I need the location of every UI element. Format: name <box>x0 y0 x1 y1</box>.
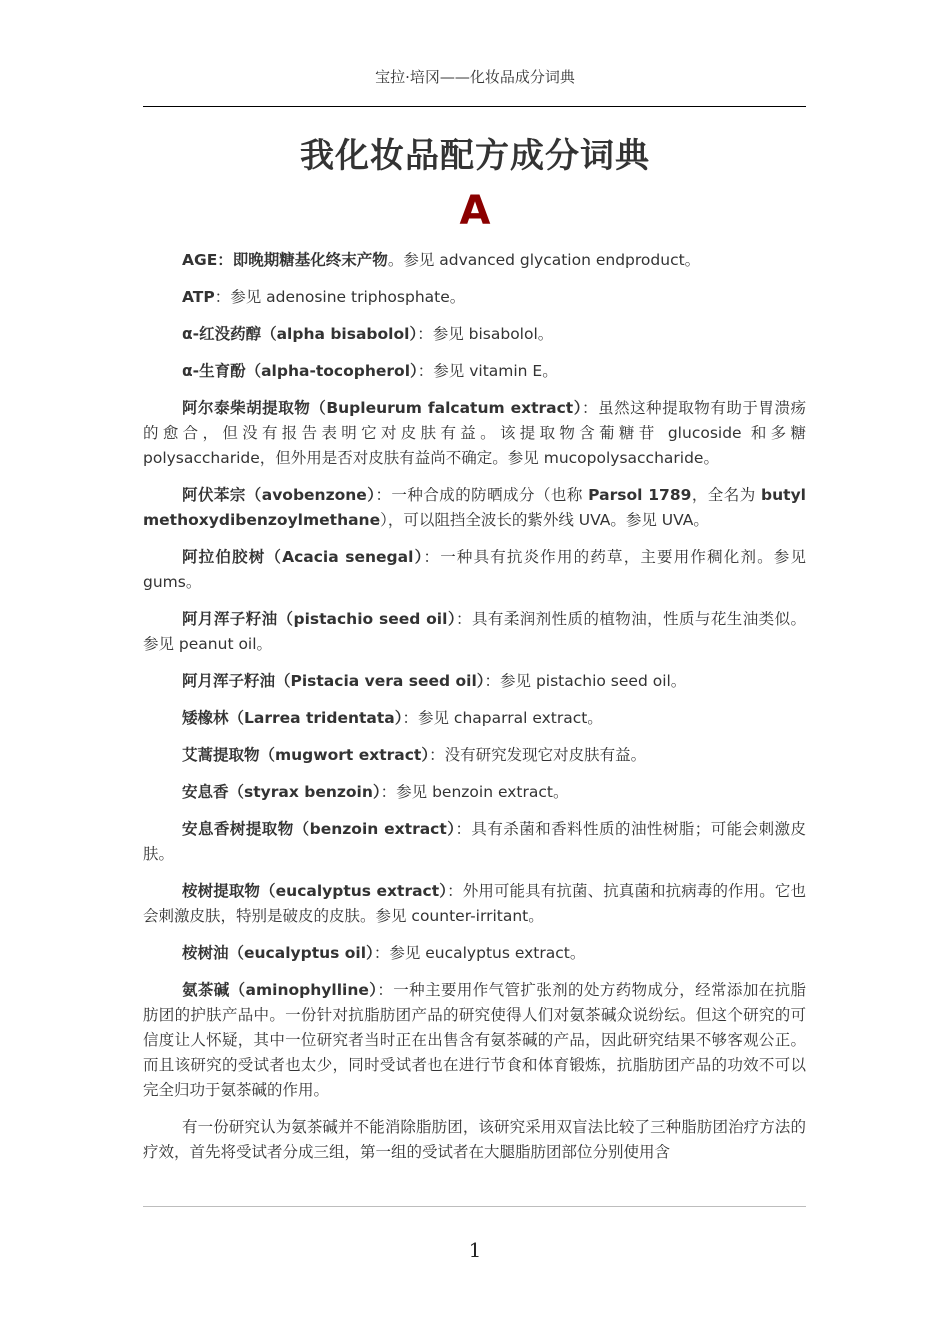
entry-text: ：参见 pistachio seed oil。 <box>484 672 687 690</box>
entry-term: α-生育酚（alpha-tocopherol） <box>182 362 418 380</box>
entry-text: ：没有研究发现它对皮肤有益。 <box>429 746 647 764</box>
entry-term: 桉树提取物（eucalyptus extract） <box>182 882 448 900</box>
entry-text: 有一份研究认为氨茶碱并不能消除脂肪团，该研究采用双盲法比较了三种脂肪团治疗方法的疗效，首先将受试者分成三组，第一组的受试者在大腿脂肪团部位分别使用含 <box>143 1118 806 1161</box>
entry-text: ，全名为 <box>691 486 762 504</box>
entry-acacia-senegal <box>143 545 806 595</box>
entry-aminophylline-continued <box>143 1115 806 1165</box>
entry-benzoin-extract <box>143 817 806 867</box>
entry-eucalyptus-oil <box>143 941 806 966</box>
entry-term: 艾蒿提取物（mugwort extract） <box>182 746 430 764</box>
entry-term: AGE：即晚期糖基化终末产物 <box>182 251 388 269</box>
entry-text: ：虽然这种提取物有助于胃溃疡的愈合，但没有报告表明它对皮肤有益。该提取物含葡糖苷 glucoside 和多糖 polysaccharide，但外用是否对皮肤有益尚不确定。参见 mucopolysaccharide。 <box>143 399 806 467</box>
page-title: 我化妆品配方成分词典 <box>300 136 650 176</box>
entry-term: 阿月浑子籽油（Pistacia vera seed oil） <box>182 672 485 690</box>
entry-age <box>143 248 806 273</box>
entry-aminophylline <box>143 978 806 1103</box>
entry-text: ：一种合成的防晒成分（也称 <box>375 486 589 504</box>
entry-bold-text: butyl methoxydibenzoylmethane <box>143 486 806 529</box>
entry-mugwort <box>143 743 806 768</box>
entry-text: ：一种主要用作气管扩张剂的处方药物成分，经常添加在抗脂肪团的护肤产品中。一份针对抗脂肪团产品的研究使得人们对氨茶碱众说纷纭。但这个研究的可信度让人怀疑，其中一位研究者当时正在出售含有氨茶碱的产品，因此研究结果不够客观公正。而且该研究的受试者也太少，同时受试者也在进行节食和体育锻炼，抗脂肪团产品的功效不可以完全归功于氨茶碱的作用。 <box>143 981 806 1099</box>
entry-text: ：具有柔润剂性质的植物油，性质与花生油类似。参见 peanut oil。 <box>143 610 806 653</box>
entry-text: ：参见 adenosine triphosphate。 <box>214 288 466 306</box>
entry-term: 安息香树提取物（benzoin extract） <box>182 820 456 838</box>
entry-text: 。参见 advanced glycation endproduct。 <box>387 251 701 269</box>
entry-text: ：参见 vitamin E。 <box>417 362 558 380</box>
entry-text: ：外用可能具有抗菌、抗真菌和抗病毒的作用。它也会刺激皮肤，特别是破皮的皮肤。参见 counter-irritant。 <box>143 882 806 925</box>
entry-term: 氨茶碱（aminophylline） <box>182 981 378 999</box>
entry-text: ：参见 benzoin extract。 <box>380 783 569 801</box>
section-letter: A <box>459 188 491 234</box>
entry-styrax-benzoin <box>143 780 806 805</box>
entry-term: 阿尔泰柴胡提取物（Bupleurum falcatum extract） <box>182 399 583 417</box>
entry-pistachio-seed-oil <box>143 607 806 657</box>
entry-text: ：一种具有抗炎作用的药草，主要用作稠化剂。参见 gums。 <box>143 548 806 591</box>
entry-term: ATP <box>182 288 215 306</box>
entry-eucalyptus-extract <box>143 879 806 929</box>
entry-alpha-tocopherol <box>143 359 806 384</box>
entry-term: 矮橡林（Larrea tridentata） <box>182 709 403 727</box>
entry-text: ：参见 chaparral extract。 <box>402 709 603 727</box>
entry-term: 安息香（styrax benzoin） <box>182 783 381 801</box>
entry-term: 阿伏苯宗（avobenzone） <box>182 486 376 504</box>
running-header: 宝拉·培冈——化妆品成分词典 <box>375 68 575 86</box>
entry-term: 桉树油（eucalyptus oil） <box>182 944 374 962</box>
entry-text: ：参见 eucalyptus extract。 <box>373 944 586 962</box>
entry-text: ：具有杀菌和香料性质的油性树脂；可能会刺激皮肤。 <box>143 820 806 863</box>
entry-bupleurum <box>143 396 806 471</box>
footer-divider <box>143 1206 806 1207</box>
entry-term: 阿拉伯胶树（Acacia senegal） <box>182 548 424 566</box>
entry-alpha-bisabolol <box>143 322 806 347</box>
entry-bold-text: Parsol 1789 <box>588 486 692 504</box>
header-divider <box>143 106 806 107</box>
entry-term: α-红没药醇（alpha bisabolol） <box>182 325 418 343</box>
page-number: 1 <box>468 1238 482 1262</box>
entry-text: ），可以阻挡全波长的紫外线 UVA。参见 UVA。 <box>380 511 709 529</box>
dictionary-entries <box>143 248 806 1177</box>
entry-larrea <box>143 706 806 731</box>
entry-term: 阿月浑子籽油（pistachio seed oil） <box>182 610 457 628</box>
entry-avobenzone <box>143 483 806 533</box>
entry-text: ：参见 bisabolol。 <box>417 325 554 343</box>
entry-atp <box>143 285 806 310</box>
entry-pistacia-vera <box>143 669 806 694</box>
